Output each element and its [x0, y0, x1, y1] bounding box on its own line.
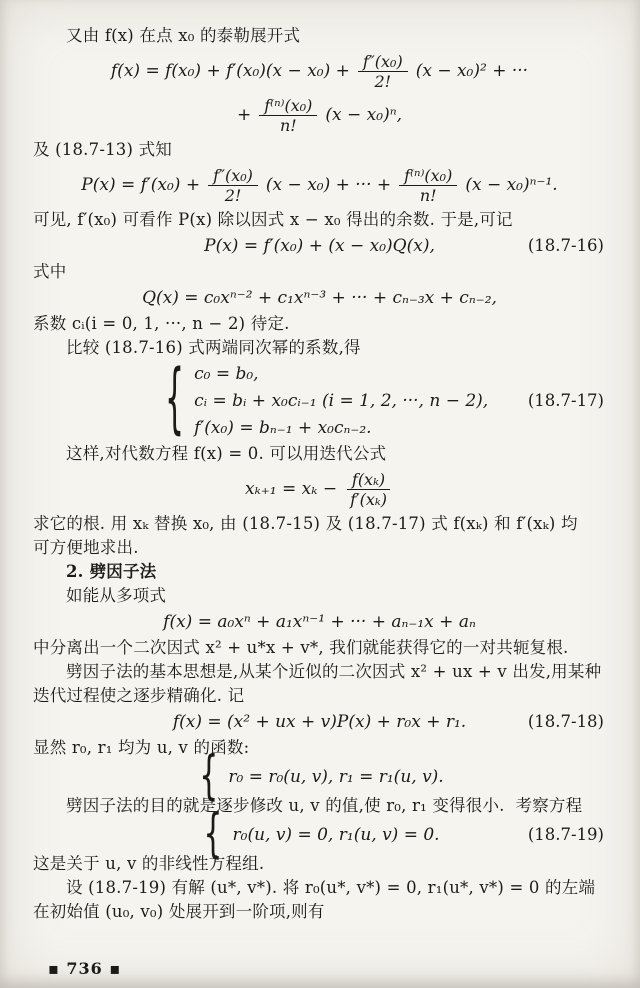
formula-polynomial — [33, 610, 606, 634]
system-line: r₁(u, v) = 0. — [338, 825, 440, 845]
paragraph-remainder: 可见, f′(x₀) 可看作 P(x) 除以因式 x − x₀ 得出的余数. 于是,可记 — [33, 210, 513, 229]
paragraph-solution-1: 设 (18.7-19) 有解 (u*, v*). 将 r₀(u*, v*) = 0, r₁(u*, v*) = 0 的左端 — [66, 878, 596, 897]
fraction-numerator: f⁽ⁿ⁾(x₀) — [259, 96, 317, 116]
paragraph-solution-2: 在初始值 (u₀, v₀) 处展开到一阶项,则有 — [33, 902, 325, 921]
fraction — [399, 166, 457, 205]
left-brace: { — [203, 803, 223, 865]
paragraph-newton-intro: 这样,对代数方程 f(x) = 0. 可以用迭代公式 — [66, 444, 387, 463]
formula-text: (x − x₀)² + ··· — [415, 61, 529, 81]
system-lines — [228, 765, 443, 789]
fraction-numerator: f″(x₀) — [208, 166, 258, 186]
system-line: r₀(u, v) = 0, — [232, 825, 334, 845]
paragraph-where: 式中 — [33, 262, 67, 281]
fraction — [358, 52, 408, 91]
paragraph-functions-of-uv: 显然 r₀, r₁ 均为 u, v 的函数: — [33, 738, 250, 757]
equation-18-7-16 — [33, 234, 606, 258]
paragraph-compare: 比较 (18.7-16) 式两端同次幂的系数,得 — [66, 338, 361, 357]
page-number: ▪ 736 ▪ — [48, 959, 122, 978]
paragraph-eq-18-7-13: 及 (18.7-13) 式知 — [33, 140, 172, 159]
fraction — [259, 96, 317, 135]
paragraph-nonlinear-system: 这是关于 u, v 的非线性方程组. — [33, 854, 265, 873]
paragraph-goal: 劈因子法的目的就是逐步修改 u, v 的值,使 r₀, r₁ 变得很小. 考察方程 — [66, 796, 583, 815]
system-line: cᵢ = bᵢ + x₀cᵢ₋₁ (i = 1, 2, ···, n − 2), — [194, 391, 489, 411]
formula-newton-iteration — [33, 468, 606, 510]
paragraph-coefficients: 系数 cᵢ(i = 0, 1, ···, n − 2) 待定. — [33, 314, 290, 333]
equation-number: (18.7-19) — [527, 825, 604, 844]
left-brace: { — [199, 745, 219, 807]
paragraph-taylor-intro: 又由 f(x) 在点 x₀ 的泰勒展开式 — [66, 26, 301, 45]
formula-text: f(x) = a₀xⁿ + a₁xⁿ⁻¹ + ··· + aₙ₋₁x + aₙ — [163, 612, 476, 632]
fraction-numerator: f(xₖ) — [347, 470, 390, 490]
formula-text: Q(x) = c₀xⁿ⁻² + c₁xⁿ⁻³ + ··· + cₙ₋₃x + cₙ₋₂, — [142, 288, 497, 308]
system-line: f′(x₀) = bₙ₋₁ + x₀cₙ₋₂. — [194, 418, 372, 438]
section-heading-bairstow: 2. 劈因子法 — [66, 562, 157, 581]
formula-taylor-line2 — [33, 94, 606, 136]
equation-18-7-18 — [33, 710, 606, 734]
paragraph-separate-factor: 中分离出一个二次因式 x² + u*x + v*, 我们就能获得它的一对共轭复根. — [33, 638, 569, 657]
formula-text: xₖ₊₁ = xₖ − — [245, 479, 338, 499]
left-brace: { — [165, 355, 185, 445]
paragraph-basic-idea-1: 劈因子法的基本思想是,从某个近似的二次因式 x² + ux + v 出发,用某种 — [66, 662, 602, 681]
equation-number: (18.7-18) — [527, 712, 604, 731]
paragraph-find-root-1: 求它的根. 用 xₖ 替换 x₀, 由 (18.7-15) 及 (18.7-17) 式 f(xₖ) 和 f′(xₖ) 均 — [33, 514, 578, 533]
formula-text: f(x) = f(x₀) + f′(x₀)(x − x₀) + — [110, 61, 350, 81]
fraction-denominator: 2! — [224, 185, 242, 205]
system-lines — [194, 362, 488, 440]
fraction-denominator: n! — [419, 185, 437, 205]
equation-system-18-7-17 — [33, 355, 606, 445]
formula-taylor-line1 — [33, 50, 606, 92]
fraction-denominator: n! — [279, 115, 297, 135]
formula-text: P(x) = f′(x₀) + (x − x₀)Q(x), — [204, 236, 435, 256]
formula-P-expansion — [33, 164, 606, 206]
formula-text: (x − x₀)ⁿ⁻¹. — [465, 175, 558, 195]
fraction — [345, 470, 392, 509]
system-line: r₀ = r₀(u, v), — [228, 767, 334, 787]
formula-text: P(x) = f′(x₀) + — [81, 175, 201, 195]
formula-text: + — [236, 105, 252, 125]
paragraph-find-root-2: 可方便地求出. — [33, 538, 139, 557]
formula-text: (x − x₀)ⁿ, — [325, 105, 403, 125]
formula-text: (x − x₀) + ··· + — [265, 175, 392, 195]
fraction-numerator: f⁽ⁿ⁾(x₀) — [399, 166, 457, 186]
system-line: r₁ = r₁(u, v). — [338, 767, 444, 787]
equation-number: (18.7-17) — [527, 391, 604, 410]
fraction-numerator: f″(x₀) — [358, 52, 408, 72]
fraction — [208, 166, 258, 205]
formula-Q-polynomial — [33, 286, 606, 310]
formula-text: f(x) = (x² + ux + v)P(x) + r₀x + r₁. — [172, 712, 467, 732]
system-line: c₀ = b₀, — [194, 364, 259, 384]
system-lines — [233, 823, 440, 847]
fraction-denominator: f′(xₖ) — [350, 489, 387, 509]
paragraph-basic-idea-2: 迭代过程使之逐步精确化. 记 — [33, 686, 245, 705]
fraction-denominator: 2! — [374, 71, 392, 91]
equation-number: (18.7-16) — [527, 236, 604, 255]
paragraph-if-polynomial: 如能从多项式 — [66, 586, 167, 605]
